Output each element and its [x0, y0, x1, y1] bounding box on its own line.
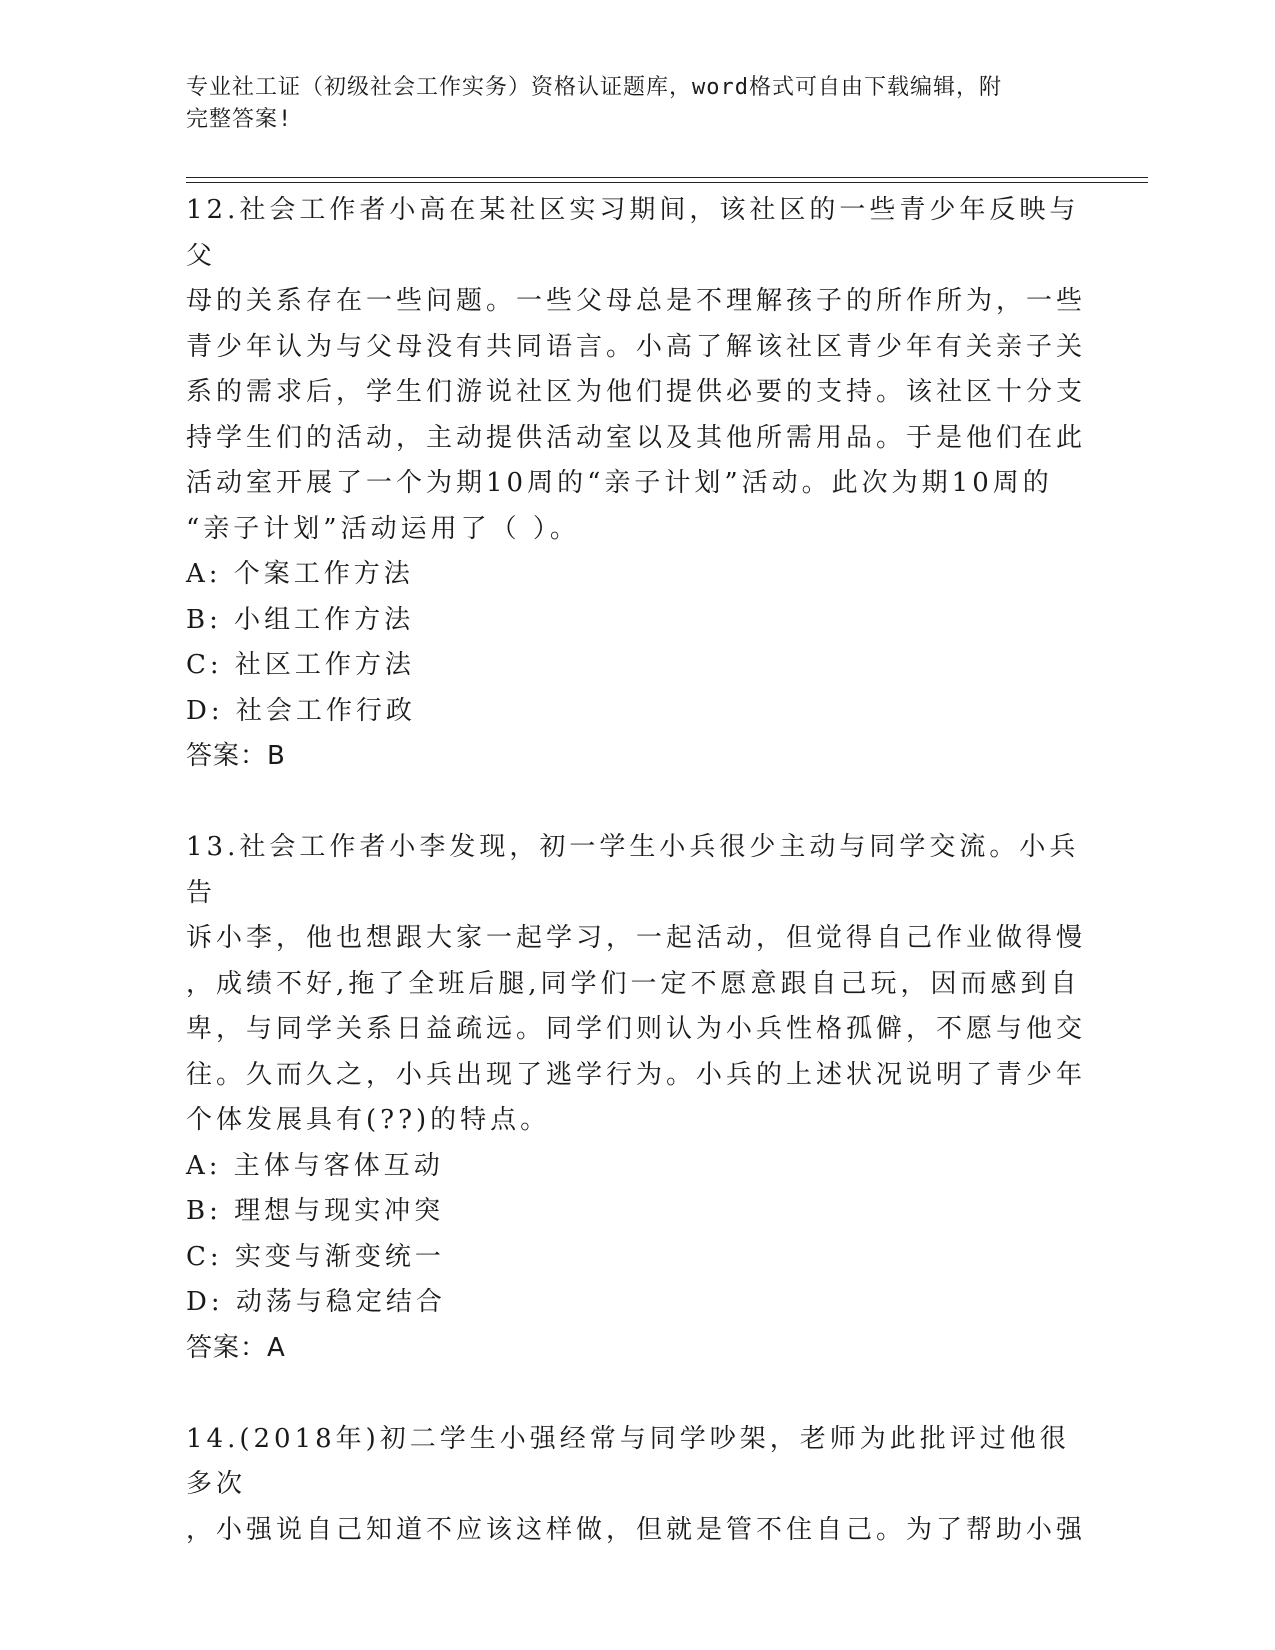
- question-12-stem-line: “亲子计划”活动运用了（ ）。: [186, 513, 580, 544]
- page-header: [186, 72, 1066, 136]
- question-12-option-c: C: 社区工作方法: [186, 650, 415, 680]
- header-line-1: 专业社工证（初级社会工作实务）资格认证题库，word格式可自由下载编辑，附: [186, 75, 1002, 100]
- question-13-stem-line: 个体发展具有(??)的特点。: [186, 1105, 551, 1135]
- question-spacer: [186, 1371, 1086, 1417]
- question-13-answer: 答案：A: [186, 1332, 286, 1363]
- question-13-option-b: B: 理想与现实冲突: [186, 1196, 445, 1226]
- question-12: [186, 188, 1086, 780]
- question-14-stem-line: ，小强说自己知道不应该这样做，但就是管不住自己。为了帮助小强: [186, 1514, 1087, 1545]
- question-spacer: [186, 780, 1086, 826]
- question-12-option-d: D: 社会工作行政: [186, 695, 416, 726]
- question-12-stem-line: 12.社会工作者小高在某社区实习期间，该社区的一些青少年反映与父: [186, 195, 1080, 271]
- question-12-stem-line: 持学生们的活动，主动提供活动室以及其他所需用品。于是他们在此: [186, 422, 1087, 453]
- question-12-stem-line: 活动室开展了一个为期10周的“亲子计划”活动。此次为期10周的: [186, 468, 1053, 498]
- question-14: [186, 1417, 1086, 1554]
- question-12-answer: 答案：B: [186, 741, 286, 771]
- question-13-option-a: A: 主体与客体互动: [186, 1150, 444, 1181]
- question-12-stem-line: 系的需求后，学生们游说社区为他们提供必要的支持。该社区十分支: [186, 377, 1087, 407]
- question-12-stem-line: 青少年认为与父母没有共同语言。小高了解该社区青少年有关亲子关: [186, 331, 1087, 362]
- question-12-option-b: B: 小组工作方法: [186, 604, 415, 635]
- question-13-stem-line: 卑，与同学关系日益疏远。同学们则认为小兵性格孤僻，不愿与他交: [186, 1014, 1087, 1044]
- question-13-option-c: C: 实变与渐变统一: [186, 1241, 445, 1272]
- question-13-stem-line: ，成绩不好,拖了全班后腿,同学们一定不愿意跟自己玩，因而感到自: [186, 968, 1081, 999]
- header-divider-bottom: [186, 182, 1148, 183]
- question-13-stem-line: 诉小李，他也想跟大家一起学习，一起活动，但觉得自己作业做得慢: [186, 923, 1087, 953]
- question-13: [186, 825, 1086, 1371]
- question-13-option-d: D: 动荡与稳定结合: [186, 1287, 446, 1317]
- question-13-stem-line: 13.社会工作者小李发现，初一学生小兵很少主动与同学交流。小兵告: [186, 832, 1080, 908]
- question-12-option-a: A: 个案工作方法: [186, 559, 414, 589]
- question-13-stem-line: 往。久而久之，小兵出现了逃学行为。小兵的上述状况说明了青少年: [186, 1059, 1087, 1090]
- question-12-stem-line: 母的关系存在一些问题。一些父母总是不理解孩子的所作所为，一些: [186, 286, 1087, 316]
- header-divider-top: [186, 177, 1148, 178]
- question-14-stem-line: 14.(2018年)初二学生小强经常与同学吵架，老师为此批评过他很多次: [186, 1423, 1070, 1499]
- question-list: [186, 188, 1086, 1553]
- header-line-2: 完整答案!: [186, 107, 293, 132]
